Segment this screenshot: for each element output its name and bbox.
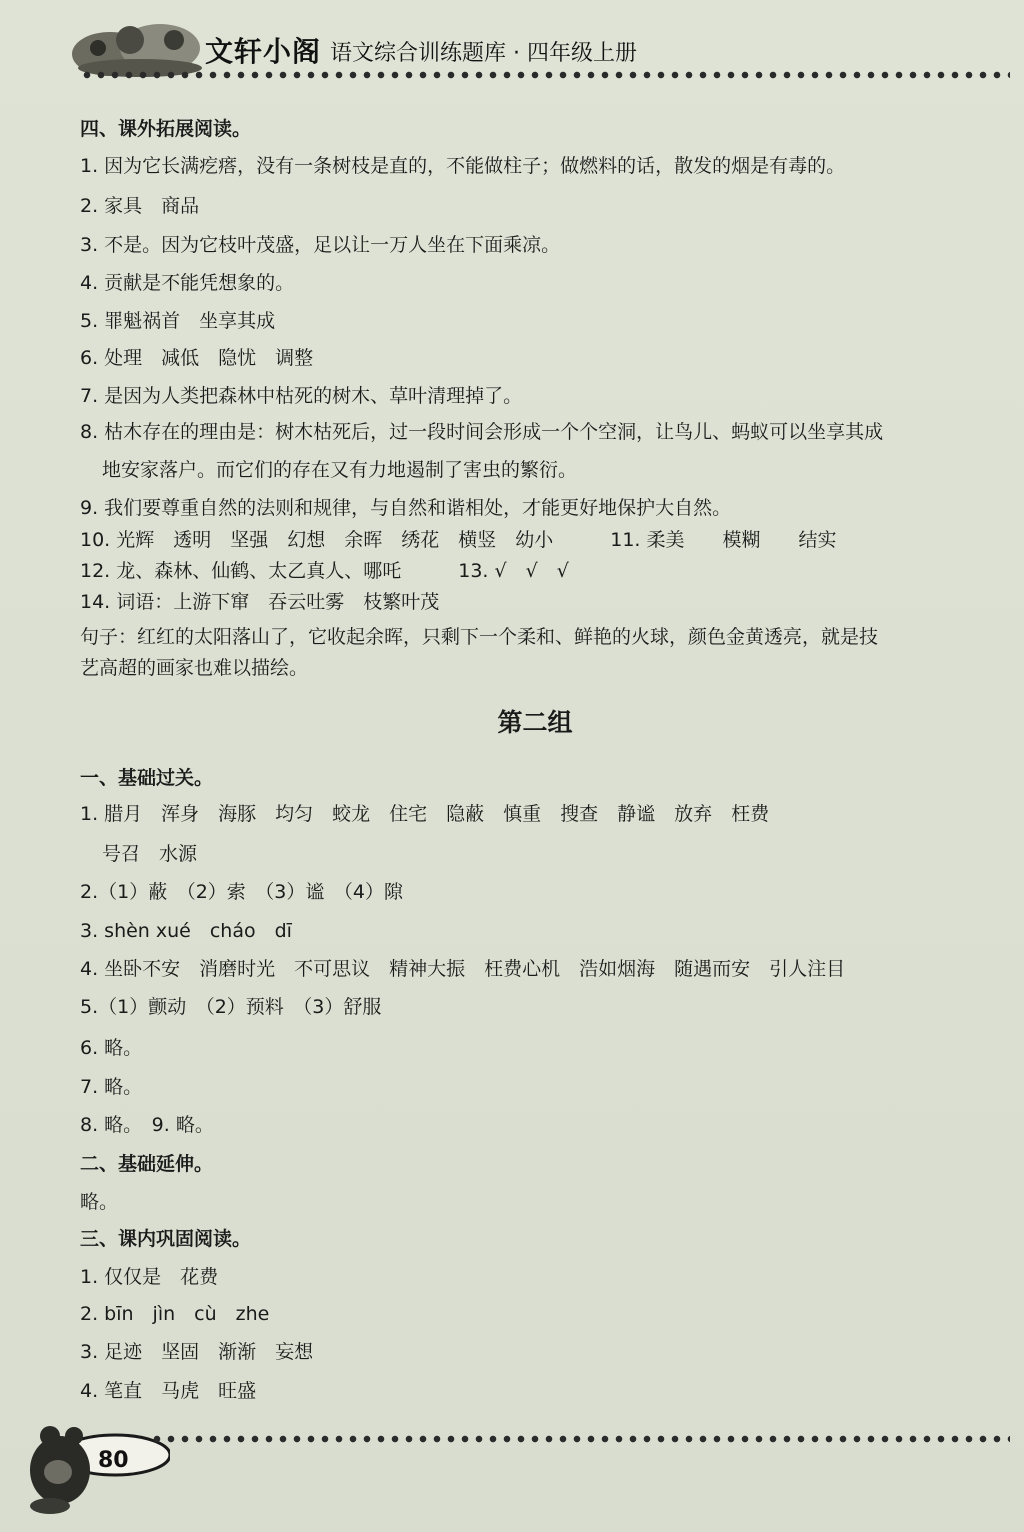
answer-line: 3. 不是。因为它枝叶茂盛，足以让一万人坐在下面乘凉。 xyxy=(80,234,561,256)
section-title: 三、课内巩固阅读。 xyxy=(80,1228,252,1250)
answer-line: 8. 枯木存在的理由是：树木枯死后，过一段时间会形成一个个空洞，让鸟儿、蚂蚁可以坐享其成 xyxy=(80,421,884,443)
answer-line: 3. 足迹 坚固 渐渐 妄想 xyxy=(80,1341,314,1363)
answer-line: 1. 因为它长满疙瘩，没有一条树枝是直的，不能做柱子；做燃料的话，散发的烟是有毒的。 xyxy=(80,155,846,177)
group-title: 第二组 xyxy=(497,708,573,737)
answer-line: 4. 贡献是不能凭想象的。 xyxy=(80,272,295,294)
answer-line: 4. 笔直 马虎 旺盛 xyxy=(80,1380,257,1402)
answer-line: 6. 略。 xyxy=(80,1037,143,1059)
answer-line: 地安家落户。而它们的存在又有力地遏制了害虫的繁衍。 xyxy=(102,459,578,481)
answer-line: 9. 我们要尊重自然的法则和规律，与自然和谐相处，才能更好地保护大自然。 xyxy=(80,497,732,519)
header-dotted-border xyxy=(80,68,1010,82)
header-brand: 文轩小阁 xyxy=(205,35,322,68)
answer-line: 5. 罪魁祸首 坐享其成 xyxy=(80,310,276,332)
section-title: 二、基础延伸。 xyxy=(80,1153,214,1175)
footer-cartoon-illustration xyxy=(20,1410,170,1520)
section-title: 一、基础过关。 xyxy=(80,767,214,789)
page-number: 80 xyxy=(98,1448,129,1473)
answer-line: 7. 略。 xyxy=(80,1076,143,1098)
page-header xyxy=(0,0,1024,100)
answer-line: 3. shèn xué cháo dī xyxy=(80,920,292,942)
answer-line: 5.（1）颤动 （2）预料 （3）舒服 xyxy=(80,996,382,1018)
answer-line: 句子：红红的太阳落山了，它收起余晖，只剩下一个柔和、鲜艳的火球，颜色金黄透亮，就是技 xyxy=(80,626,879,648)
answer-line: 1. 腊月 浑身 海豚 均匀 蛟龙 住宅 隐蔽 慎重 搜查 静谧 放弃 枉费 xyxy=(80,803,770,825)
answer-line: 4. 坐卧不安 消磨时光 不可思议 精神大振 枉费心机 浩如烟海 随遇而安 引人注目 xyxy=(80,958,846,980)
answer-line: 6. 处理 减低 隐忧 调整 xyxy=(80,347,314,369)
answer-line: 艺高超的画家也难以描绘。 xyxy=(80,657,309,679)
answer-line: 10. 光辉 透明 坚强 幻想 余晖 绣花 横竖 幼小 11. 柔美 模糊 结实 xyxy=(80,529,837,551)
answer-line: 2.（1）蔽 （2）索 （3）谧 （4）隙 xyxy=(80,881,403,903)
answer-line: 略。 xyxy=(80,1191,119,1213)
answer-line: 8. 略。 9. 略。 xyxy=(80,1114,214,1136)
answer-line: 14. 词语：上游下窜 吞云吐雾 枝繁叶茂 xyxy=(80,591,440,613)
answer-line: 2. 家具 商品 xyxy=(80,195,200,217)
answer-line: 号召 水源 xyxy=(102,843,198,865)
answer-line: 7. 是因为人类把森林中枯死的树木、草叶清理掉了。 xyxy=(80,385,523,407)
answer-line: 1. 仅仅是 花费 xyxy=(80,1266,219,1288)
header-subtitle: 语文综合训练题库 · 四年级上册 xyxy=(330,41,637,66)
answer-line: 2. bīn jìn cù zhe xyxy=(80,1303,270,1325)
section-title: 四、课外拓展阅读。 xyxy=(80,118,252,140)
footer-dotted-border xyxy=(150,1432,1010,1446)
answer-line: 12. 龙、森林、仙鹤、太乙真人、哪吒 13. √ √ √ xyxy=(80,560,569,582)
